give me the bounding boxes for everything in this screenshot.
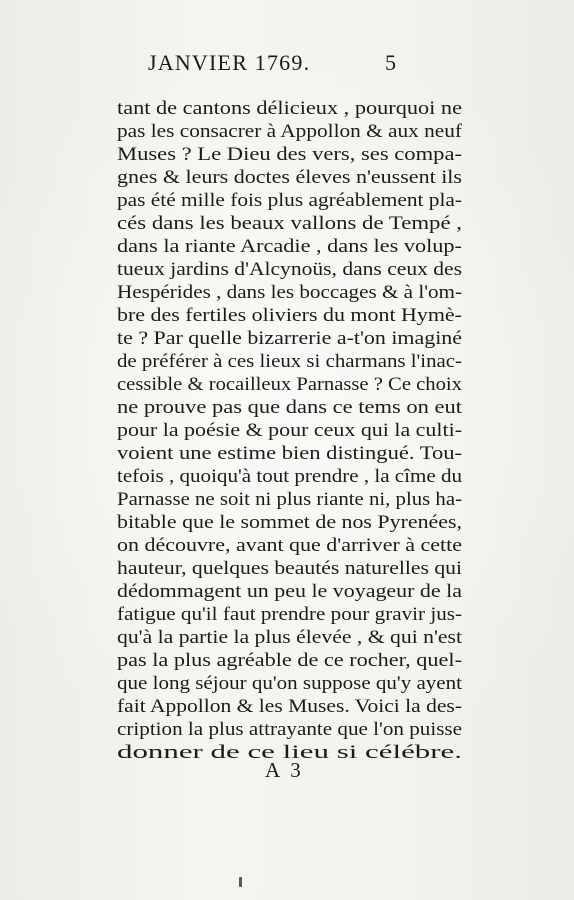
signature-mark: A 3	[265, 758, 304, 782]
text-line: pas été mille fois plus agréablement pla-	[117, 190, 462, 211]
text-line: Muses ? Le Dieu des vers, ses compa-	[117, 144, 463, 165]
running-head: JANVIER 1769.	[148, 50, 311, 75]
text-line: pas les consacrer à Appollon & aux neuf	[117, 121, 462, 142]
text-line: bitable que le sommet de nos Pyrenées,	[117, 512, 463, 533]
text-line: donner de ce lieu si célébre.	[117, 742, 463, 763]
text-line: tueux jardins d'Alcynoüs, dans ceux des	[117, 259, 462, 280]
text-line: ne prouve pas que dans ce tems on eut	[117, 397, 463, 418]
text-line: qu'à la partie la plus élevée , & qui n'est	[117, 627, 462, 648]
text-line: dédommagent un peu le voyageur de la	[117, 581, 462, 602]
text-line: hauteur, quelques beautés naturelles qui	[117, 558, 463, 579]
text-line: pas la plus agréable de ce rocher, quel-	[117, 650, 463, 671]
text-line: de préférer à ces lieux si charmans l'inac-	[117, 351, 463, 372]
text-line: cessible & rocailleux Parnasse ? Ce choix	[117, 374, 462, 395]
text-line: dans la riante Arcadie , dans les volup-	[117, 236, 462, 257]
text-line: fatigue qu'il faut prendre pour gravir jus-	[117, 604, 463, 625]
text-line: Parnasse ne soit ni plus riante ni, plus ha-	[117, 489, 463, 510]
text-line: fait Appollon & les Muses. Voici la des-	[117, 696, 463, 717]
text-line: tant de cantons délicieux , pourquoi ne	[117, 98, 462, 119]
paper-speck	[239, 877, 242, 887]
text-line: cés dans les beaux vallons de Tempé ,	[117, 213, 462, 234]
text-line: tefois , quoiqu'à tout prendre , la cîme du	[117, 466, 463, 487]
text-line: voient une estime bien distingué. Tou-	[117, 443, 463, 464]
text-line: bre des fertiles oliviers du mont Hymè-	[117, 305, 462, 326]
page-header	[0, 42, 574, 82]
text-line: te ? Par quelle bizarrerie a-t'on imaginé	[117, 328, 463, 349]
text-line: Hespérides , dans les boccages & à l'om-	[117, 282, 463, 303]
page-number: 5	[385, 50, 396, 75]
text-line: gnes & leurs doctes éleves n'eussent ils	[117, 167, 462, 188]
text-line: que long séjour qu'on suppose qu'y ayent	[117, 673, 462, 694]
text-line: on découvre, avant que d'arriver à cette	[117, 535, 463, 556]
text-line: pour la poésie & pour ceux qui la culti-	[117, 420, 463, 441]
text-line: cription la plus attrayante que l'on puisse	[117, 719, 463, 740]
